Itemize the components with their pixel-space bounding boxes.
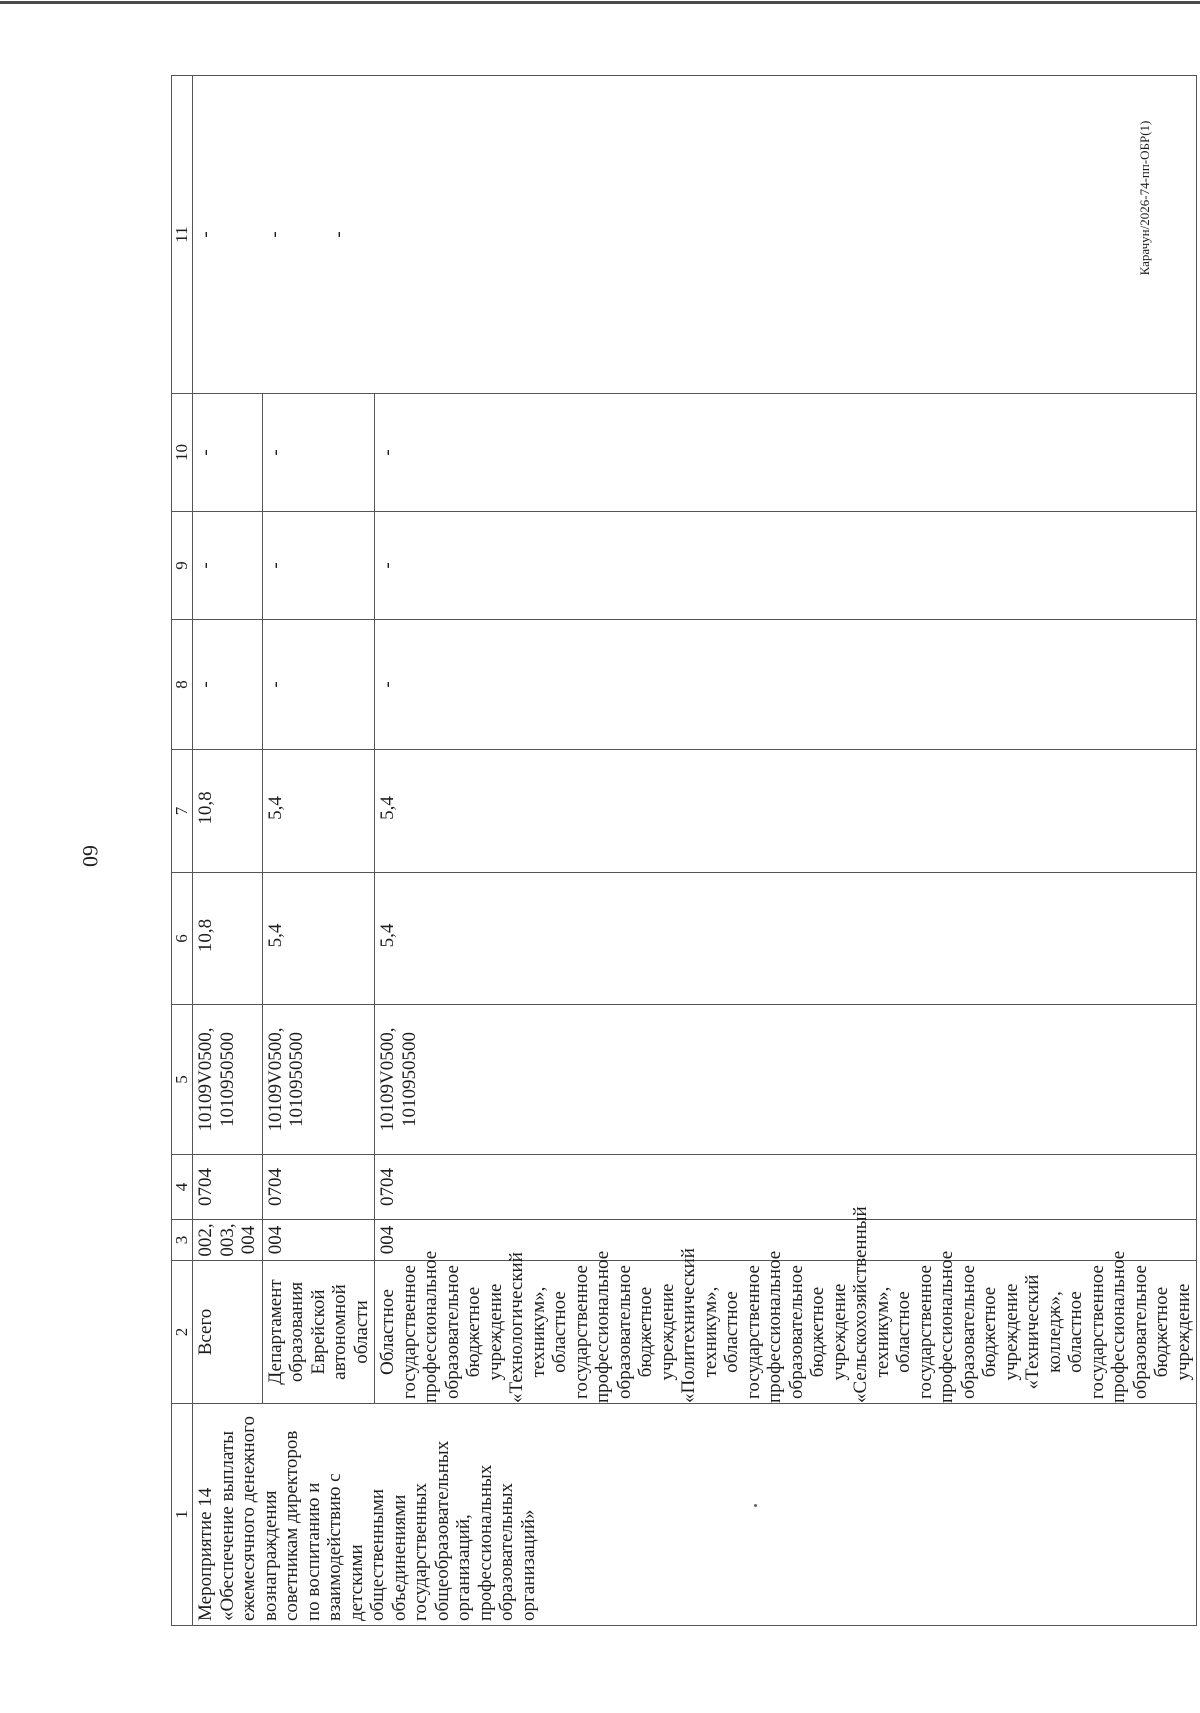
csr-cell: 10109V0500, 1010950500 (262, 1005, 375, 1155)
year-value-cell: - (193, 620, 263, 750)
csr-cell: 10109V0500, 1010950500 (375, 1005, 1197, 1155)
year-value-cell: - (262, 512, 375, 620)
col-number-6: 6 (172, 873, 193, 1005)
year-value-cell: 5,4 (262, 750, 375, 873)
rzpr-cell: 0704 (375, 1155, 1197, 1220)
grbs-cell: 004 (262, 1220, 375, 1261)
rzpr-cell: 0704 (262, 1155, 375, 1220)
dash-value: - (195, 231, 216, 238)
total-cell: 5,4 (375, 873, 1197, 1005)
year-value-cell: - (193, 394, 263, 512)
col-number-9: 9 (172, 512, 193, 620)
budget-table (171, 75, 1197, 1626)
year-value-cell: - (193, 512, 263, 620)
total-cell: 5,4 (262, 873, 375, 1005)
event-name-cell: Мероприятие 14 «Обеспечение выплаты ежемесячного денежного вознаграждения советникам директоров по воспитанию и взаимодействию с детскими общественными объединениями государственных общеобразовательных организаций, профессиональных образовательных организаций» (193, 1404, 1197, 1626)
year-value-cell: - (262, 620, 375, 750)
year-value-cell: - (375, 620, 1197, 750)
executor-cell: Департамент образования Еврейской автономной области (262, 1261, 375, 1404)
document-code: Карачун/2026-74-пп-ОБР(1) (1137, 120, 1152, 276)
page-number: 60 (78, 845, 103, 867)
year-value-cell-merged (193, 76, 1197, 394)
grbs-cell: 002, 003, 004 (193, 1220, 263, 1261)
col-number-3: 3 (172, 1220, 193, 1261)
rzpr-cell: 0704 (193, 1155, 263, 1220)
dash-value: - (263, 231, 285, 238)
col-number-1: 1 (172, 1404, 193, 1626)
col-number-5: 5 (172, 1005, 193, 1155)
col-number-4: 4 (172, 1155, 193, 1220)
scan-top-border (0, 1, 1200, 4)
col-number-2: 2 (172, 1261, 193, 1404)
year-value-cell: - (262, 394, 375, 512)
executor-cell: Областное государственное профессиональное образовательное бюджетное учреждение «Технологический техникум», областное государственное профессиональное образовательное бюджетное учреждение «Политехнический техникум», областное государственное профессиональное образовательное бюджетное учреждение «Сельскохозяйственный техникум», областное государственное профессиональное образовательное бюджетное учреждение «Технический колледж», областное государственное профессиональное образовательное бюджетное учреждение (375, 1261, 1197, 1404)
col-number-8: 8 (172, 620, 193, 750)
total-cell: 10,8 (193, 873, 263, 1005)
year-value-cell: 5,4 (375, 750, 1197, 873)
table-row-total (193, 76, 263, 1626)
executor-cell: Всего (193, 1261, 263, 1404)
col-number-7: 7 (172, 750, 193, 873)
csr-cell: 10109V0500, 1010950500 (193, 1005, 263, 1155)
col-number-11: 11 (172, 76, 193, 394)
table-header-row (172, 76, 193, 1626)
dash-value: - (328, 231, 349, 238)
year-value-cell: - (375, 512, 1197, 620)
col-number-10: 10 (172, 394, 193, 512)
year-value-cell: 10,8 (193, 750, 263, 873)
grbs-cell: 004 (375, 1220, 1197, 1261)
year-value-cell: - (375, 394, 1197, 512)
